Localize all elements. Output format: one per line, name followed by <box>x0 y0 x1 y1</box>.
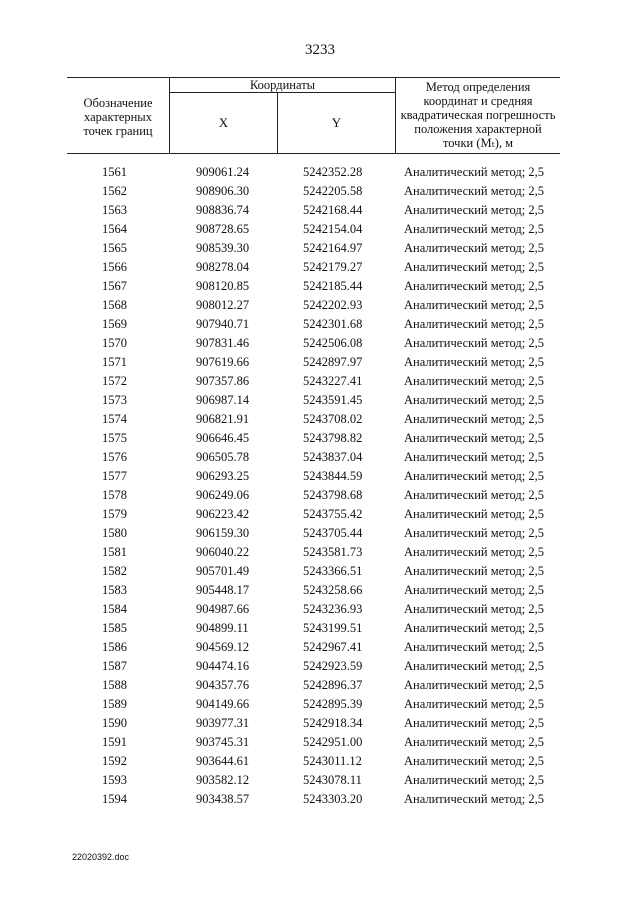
y-coordinate-cell: 5243227.41 <box>303 374 363 388</box>
y-coordinate-cell: 5243011.12 <box>303 754 362 768</box>
point-id-cell: 1567 <box>102 279 127 293</box>
table-row <box>67 752 560 771</box>
y-coordinate-cell: 5242895.39 <box>303 697 363 711</box>
x-coordinate-cell: 906987.14 <box>196 393 250 407</box>
y-coordinate-cell: 5242897.97 <box>303 355 363 369</box>
method-cell: Аналитический метод; 2,5 <box>404 431 544 445</box>
x-coordinate-cell: 907357.86 <box>196 374 250 388</box>
x-coordinate-cell: 904987.66 <box>196 602 250 616</box>
y-coordinate-cell: 5242967.41 <box>303 640 363 654</box>
table-row <box>67 676 560 695</box>
y-coordinate-cell: 5242896.37 <box>303 678 363 692</box>
x-coordinate-cell: 903582.12 <box>196 773 250 787</box>
point-id-cell: 1587 <box>102 659 127 673</box>
y-coordinate-cell: 5242168.44 <box>303 203 363 217</box>
table-row <box>67 353 560 372</box>
table-row <box>67 429 560 448</box>
x-coordinate-cell: 906249.06 <box>196 488 250 502</box>
method-cell: Аналитический метод; 2,5 <box>404 716 544 730</box>
y-coordinate-cell: 5243755.42 <box>303 507 363 521</box>
method-cell: Аналитический метод; 2,5 <box>404 222 544 236</box>
table-row <box>67 714 560 733</box>
method-cell: Аналитический метод; 2,5 <box>404 241 544 255</box>
point-id-cell: 1592 <box>102 754 127 768</box>
y-coordinate-cell: 5242506.08 <box>303 336 363 350</box>
table-row <box>67 448 560 467</box>
x-coordinate-cell: 906293.25 <box>196 469 250 483</box>
x-coordinate-cell: 903745.31 <box>196 735 250 749</box>
point-id-cell: 1583 <box>102 583 127 597</box>
x-coordinate-cell: 906040.22 <box>196 545 250 559</box>
table-row <box>67 790 560 809</box>
x-coordinate-cell: 908836.74 <box>196 203 250 217</box>
table-row <box>67 638 560 657</box>
method-cell: Аналитический метод; 2,5 <box>404 735 544 749</box>
method-cell: Аналитический метод; 2,5 <box>404 317 544 331</box>
table-row <box>67 657 560 676</box>
table-row <box>67 163 560 182</box>
method-cell: Аналитический метод; 2,5 <box>404 279 544 293</box>
point-id-cell: 1572 <box>102 374 127 388</box>
method-cell: Аналитический метод; 2,5 <box>404 545 544 559</box>
x-coordinate-cell: 907619.66 <box>196 355 250 369</box>
x-coordinate-cell: 904899.11 <box>196 621 249 635</box>
point-id-cell: 1576 <box>102 450 127 464</box>
table-row <box>67 372 560 391</box>
point-id-cell: 1570 <box>102 336 127 350</box>
table-row <box>67 562 560 581</box>
point-id-cell: 1575 <box>102 431 127 445</box>
table-row <box>67 182 560 201</box>
x-coordinate-cell: 908539.30 <box>196 241 250 255</box>
table-row <box>67 315 560 334</box>
y-coordinate-cell: 5243708.02 <box>303 412 363 426</box>
y-coordinate-cell: 5243798.68 <box>303 488 363 502</box>
method-cell: Аналитический метод; 2,5 <box>404 526 544 540</box>
point-id-cell: 1577 <box>102 469 127 483</box>
method-cell: Аналитический метод; 2,5 <box>404 640 544 654</box>
header-bottom-rule <box>67 153 560 154</box>
point-id-cell: 1574 <box>102 412 127 426</box>
method-cell: Аналитический метод; 2,5 <box>404 298 544 312</box>
y-coordinate-cell: 5242951.00 <box>303 735 363 749</box>
y-coordinate-cell: 5242185.44 <box>303 279 363 293</box>
table-row <box>67 524 560 543</box>
x-coordinate-cell: 903977.31 <box>196 716 250 730</box>
point-id-cell: 1564 <box>102 222 127 236</box>
point-id-cell: 1581 <box>102 545 127 559</box>
x-coordinate-cell: 905448.17 <box>196 583 250 597</box>
point-id-cell: 1589 <box>102 697 127 711</box>
method-cell: Аналитический метод; 2,5 <box>404 184 544 198</box>
y-coordinate-cell: 5243705.44 <box>303 526 363 540</box>
method-cell: Аналитический метод; 2,5 <box>404 355 544 369</box>
method-cell: Аналитический метод; 2,5 <box>404 203 544 217</box>
coordinates-header: Координаты <box>249 77 316 92</box>
table-row <box>67 600 560 619</box>
designation-header: Обозначение характерных точек границ <box>83 96 153 138</box>
point-id-cell: 1573 <box>102 393 127 407</box>
y-coordinate-cell: 5243798.82 <box>303 431 363 445</box>
y-coordinate-cell: 5242918.34 <box>303 716 363 730</box>
x-coordinate-cell: 906159.30 <box>196 526 250 540</box>
x-coordinate-cell: 903644.61 <box>196 754 250 768</box>
table-row <box>67 201 560 220</box>
document-id: 22020392.doc <box>72 852 130 862</box>
y-coordinate-cell: 5242923.59 <box>303 659 363 673</box>
scan-speckles: · · · · · <box>545 856 597 862</box>
x-coordinate-cell: 906646.45 <box>196 431 250 445</box>
method-cell: Аналитический метод; 2,5 <box>404 773 544 787</box>
method-cell: Аналитический метод; 2,5 <box>404 583 544 597</box>
x-coordinate-cell: 904149.66 <box>196 697 250 711</box>
y-coordinate-cell: 5243581.73 <box>303 545 363 559</box>
table-row <box>67 581 560 600</box>
y-coordinate-cell: 5242154.04 <box>303 222 363 236</box>
page-number: 3233 <box>305 42 335 58</box>
x-coordinate-cell: 904357.76 <box>196 678 250 692</box>
y-coordinate-cell: 5243258.66 <box>303 583 363 597</box>
point-id-cell: 1588 <box>102 678 127 692</box>
point-id-cell: 1563 <box>102 203 127 217</box>
table-row <box>67 486 560 505</box>
point-id-cell: 1569 <box>102 317 127 331</box>
point-id-cell: 1580 <box>102 526 127 540</box>
y-coordinate-cell: 5243303.20 <box>303 792 363 806</box>
x-coordinate-cell: 905701.49 <box>196 564 250 578</box>
x-coordinate-cell: 906223.42 <box>196 507 250 521</box>
x-coordinate-cell: 908278.04 <box>196 260 250 274</box>
x-coordinate-cell: 903438.57 <box>196 792 250 806</box>
method-cell: Аналитический метод; 2,5 <box>404 165 544 179</box>
y-coordinate-cell: 5243236.93 <box>303 602 363 616</box>
point-id-cell: 1590 <box>102 716 127 730</box>
point-id-cell: 1561 <box>102 165 127 179</box>
y-coordinate-cell: 5242301.68 <box>303 317 363 331</box>
y-coordinate-cell: 5243837.04 <box>303 450 363 464</box>
x-coordinate-cell: 904569.12 <box>196 640 250 654</box>
x-coordinate-cell: 908012.27 <box>196 298 250 312</box>
y-coordinate-cell: 5242352.28 <box>303 165 363 179</box>
table-row <box>67 695 560 714</box>
table-row <box>67 296 560 315</box>
method-cell: Аналитический метод; 2,5 <box>404 260 544 274</box>
method-cell: Аналитический метод; 2,5 <box>404 393 544 407</box>
point-id-cell: 1586 <box>102 640 127 654</box>
y-coordinate-cell: 5243366.51 <box>303 564 363 578</box>
table-row <box>67 239 560 258</box>
y-coordinate-cell: 5243591.45 <box>303 393 363 407</box>
table-row <box>67 334 560 353</box>
coordinates-table-body <box>67 163 560 809</box>
y-coordinate-cell: 5243199.51 <box>303 621 363 635</box>
point-id-cell: 1585 <box>102 621 127 635</box>
y-coordinate-cell: 5243844.59 <box>303 469 363 483</box>
x-coordinate-cell: 904474.16 <box>196 659 250 673</box>
x-coordinate-cell: 908728.65 <box>196 222 250 236</box>
point-id-cell: 1584 <box>102 602 127 616</box>
method-cell: Аналитический метод; 2,5 <box>404 564 544 578</box>
x-coordinate-cell: 906821.91 <box>196 412 250 426</box>
table-row <box>67 410 560 429</box>
method-cell: Аналитический метод; 2,5 <box>404 697 544 711</box>
method-cell: Аналитический метод; 2,5 <box>404 412 544 426</box>
method-cell: Аналитический метод; 2,5 <box>404 659 544 673</box>
point-id-cell: 1562 <box>102 184 127 198</box>
table-row <box>67 505 560 524</box>
table-row <box>67 543 560 562</box>
table-row <box>67 391 560 410</box>
y-coordinate-cell: 5242202.93 <box>303 298 363 312</box>
x-coordinate-cell: 909061.24 <box>196 165 250 179</box>
method-cell: Аналитический метод; 2,5 <box>404 450 544 464</box>
x-header: X <box>218 115 229 130</box>
table-row <box>67 771 560 790</box>
point-id-cell: 1594 <box>102 792 127 806</box>
x-coordinate-cell: 908906.30 <box>196 184 250 198</box>
x-coordinate-cell: 906505.78 <box>196 450 250 464</box>
x-coordinate-cell: 907940.71 <box>196 317 250 331</box>
x-coordinate-cell: 907831.46 <box>196 336 250 350</box>
point-id-cell: 1565 <box>102 241 127 255</box>
table-row <box>67 467 560 486</box>
method-cell: Аналитический метод; 2,5 <box>404 469 544 483</box>
method-cell: Аналитический метод; 2,5 <box>404 754 544 768</box>
method-cell: Аналитический метод; 2,5 <box>404 621 544 635</box>
method-header: Метод определения координат и средняя квадратическая погрешность положения характерной точки (Mₜ), м <box>400 80 556 150</box>
table-row <box>67 733 560 752</box>
table-row <box>67 277 560 296</box>
table-row <box>67 258 560 277</box>
point-id-cell: 1566 <box>102 260 127 274</box>
y-coordinate-cell: 5243078.11 <box>303 773 362 787</box>
y-coordinate-cell: 5242164.97 <box>303 241 363 255</box>
method-cell: Аналитический метод; 2,5 <box>404 602 544 616</box>
y-header: Y <box>331 115 342 130</box>
method-cell: Аналитический метод; 2,5 <box>404 507 544 521</box>
y-coordinate-cell: 5242179.27 <box>303 260 363 274</box>
point-id-cell: 1571 <box>102 355 127 369</box>
point-id-cell: 1568 <box>102 298 127 312</box>
point-id-cell: 1578 <box>102 488 127 502</box>
method-cell: Аналитический метод; 2,5 <box>404 678 544 692</box>
table-row <box>67 220 560 239</box>
table-row <box>67 619 560 638</box>
point-id-cell: 1591 <box>102 735 127 749</box>
method-cell: Аналитический метод; 2,5 <box>404 336 544 350</box>
method-cell: Аналитический метод; 2,5 <box>404 792 544 806</box>
point-id-cell: 1579 <box>102 507 127 521</box>
table-header <box>67 77 560 154</box>
point-id-cell: 1593 <box>102 773 127 787</box>
x-coordinate-cell: 908120.85 <box>196 279 250 293</box>
method-cell: Аналитический метод; 2,5 <box>404 488 544 502</box>
method-cell: Аналитический метод; 2,5 <box>404 374 544 388</box>
point-id-cell: 1582 <box>102 564 127 578</box>
y-coordinate-cell: 5242205.58 <box>303 184 363 198</box>
